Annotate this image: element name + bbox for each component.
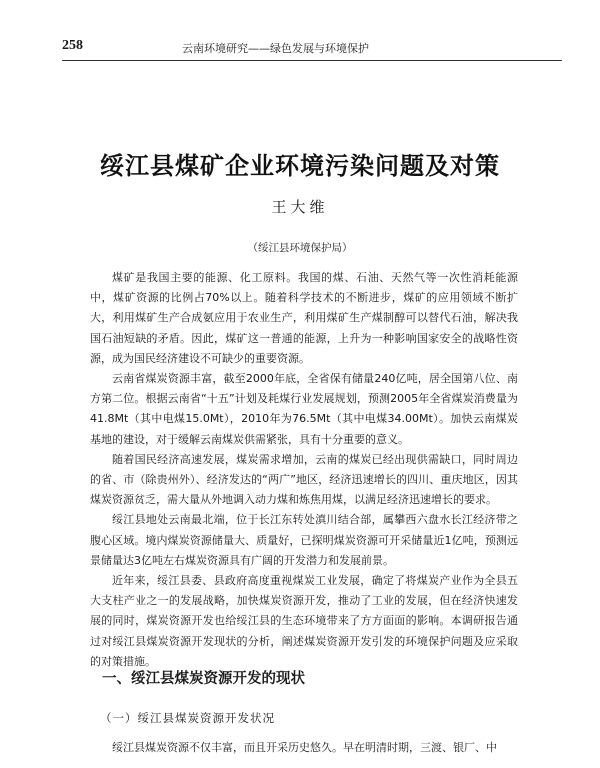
article-body — [90, 268, 518, 672]
paragraph: 近年来，绥江县委、县政府高度重视煤炭工业发展，确定了将煤炭产业作为全县五大支柱产业之一的发展战略，加快煤炭资源开发，推动了工业的发展，但在经济快速发展的同时，煤炭资源开发也给绥江县的生态环境带来了方方面面的影响。本调研报告通过对绥江县煤炭资源开发现状的分析，阐述煤炭资源开发引发的环境保护问题及应采取的对策措施。 — [90, 574, 518, 668]
article-title: 绥江县煤矿企业环境污染问题及对策 — [100, 152, 500, 180]
running-head: 云南环境研究——绿色发展与环境保护 — [182, 42, 369, 55]
paragraph: 云南省煤炭资源丰富，截至2000年底，全省保有储量240亿吨，居全国第八位、南方第二位。根据云南省“十五”计划及耗煤行业发展规划，预测2005年全省煤炭消费量为41.8Mt（其中电煤15.0Mt），2010年为76.5Mt（其中电煤34.00Mt）。加快云南煤炭基地的建设，对于缓解云南煤炭供需紧张，具有十分重要的意义。 — [90, 372, 518, 446]
paragraph: 绥江县煤炭资源不仅丰富，而且开采历史悠久。早在明清时期，三渡、银厂、中 — [112, 741, 497, 754]
section-heading: 一、绥江县煤炭资源开发的现状 — [102, 671, 305, 687]
paragraph: 随着国民经济高速发展，煤炭需求增加，云南的煤炭已经出现供需缺口，同时周边的省、市（除贵州外）、经济发达的“两广”地区，经济迅速增长的四川、重庆地区，因其煤炭资源贫乏，需大量从外地调入动力煤和炼焦用煤，以满足经济迅速增长的要求。 — [90, 452, 518, 507]
paragraph: 绥江县地处云南最北端，位于长江东转处滇川结合部，属攀西六盘水长江经济带之腹心区域。境内煤炭资源储量大、质量好，已探明煤炭资源可开采储量近1亿吨，预测远景储量达3亿吨左右煤炭资源具有广阔的开发潜力和发展前景。 — [90, 513, 518, 567]
author-affiliation: （绥江县环境保护局） — [247, 242, 353, 254]
paragraph: 煤矿是我国主要的能源、化工原料。我国的煤、石油、天然气等一次性消耗能源中，煤矿资源的比例占70%以上。随着科学技术的不断进步，煤矿的应用领域不断扩大，利用煤矿生产合成氨应用于农业生产，利用煤矿生产煤制醇可以替代石油，解决我国石油短缺的矛盾。因此，煤矿这一普通的能源，上升为一种影响国家安全的战略性资源，成为国民经济建设不可缺少的重要资源。 — [90, 271, 518, 365]
page-number: 258 — [62, 38, 83, 53]
subsection-heading: （一）绥江县煤炭资源开发状况 — [100, 711, 275, 725]
page-header — [62, 34, 562, 61]
author-name: 王大维 — [271, 198, 329, 216]
